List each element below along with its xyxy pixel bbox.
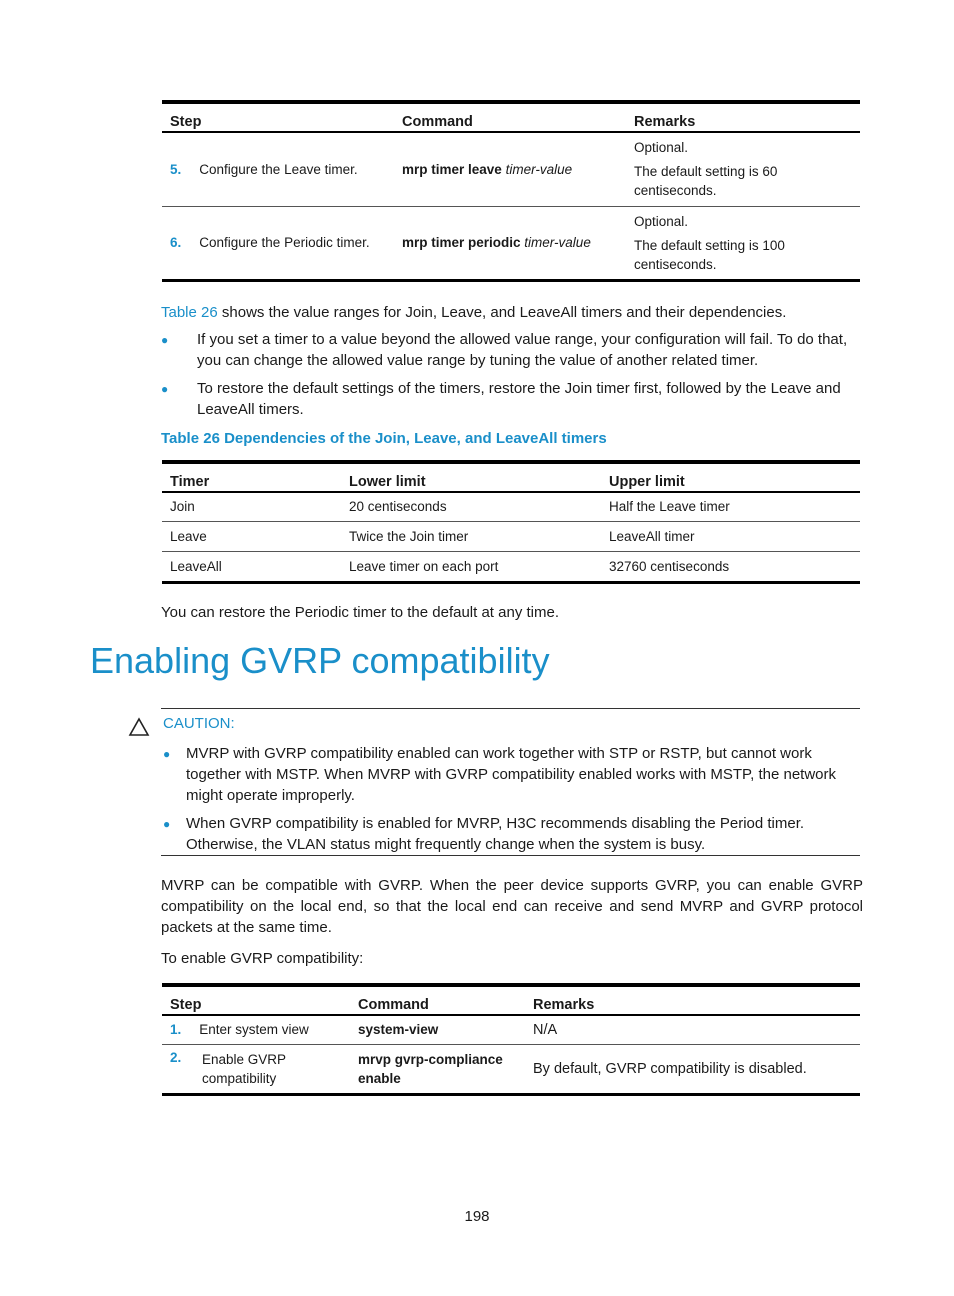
remark-text: Optional. — [634, 213, 689, 229]
list-item: ● MVRP with GVRP compatibility enabled can work together with STP or RSTP, but cannot work together with MSTP. When MVRP with GVRP compatibility enabled works with MSTP, the network might operate improperly. — [163, 745, 836, 804]
bullet-icon: ● — [161, 333, 169, 347]
caution-top-divider — [161, 708, 860, 709]
command-keyword: mrp timer leave — [402, 161, 502, 177]
table-header-upper-limit: Upper limit — [609, 474, 685, 490]
intro-paragraph: Table 26 shows the value ranges for Join, Leave, and LeaveAll timers and their dependencies. — [161, 304, 787, 321]
to-enable-text: To enable GVRP compatibility: — [161, 950, 364, 967]
step-number: 6. — [170, 235, 182, 250]
step-description: Configure the Periodic timer. — [199, 235, 370, 250]
list-item: ● To restore the default settings of the timers, restore the Join timer first, followed by the Leave and LeaveAll timers. — [161, 380, 841, 418]
table-header-remarks: Remarks — [634, 114, 696, 130]
remark-text: The default setting is 60 centiseconds. — [634, 164, 778, 199]
step-description: Configure the Leave timer. — [199, 161, 358, 177]
restore-note: You can restore the Periodic timer to the default at any time. — [161, 604, 559, 621]
step-number: 2. — [170, 1049, 182, 1065]
table-header-step: Step — [170, 997, 202, 1013]
table-header-remarks: Remarks — [533, 997, 595, 1013]
command-keyword: mrvp gvrp-compliance enable — [350, 1044, 525, 1094]
command-argument: timer-value — [505, 161, 573, 177]
step-description: Enter system view — [199, 1022, 309, 1038]
table-row — [162, 1044, 860, 1094]
caution-bottom-divider — [161, 855, 860, 856]
table-row: LeaveAll Leave timer on each port 32760 centiseconds — [162, 551, 860, 582]
warning-triangle-icon — [128, 716, 150, 738]
table-row — [162, 206, 860, 280]
remark-text: N/A — [525, 1015, 860, 1044]
table-header-step: Step — [170, 114, 202, 130]
list-item: ● If you set a timer to a value beyond the allowed value range, your configuration will fail. To do that, you can change the allowed value range by tuning the value of another related timer. — [161, 331, 848, 369]
table-row: Join 20 centiseconds Half the Leave timer — [162, 492, 860, 521]
timer-dependencies-table — [162, 460, 860, 584]
list-item: ● When GVRP compatibility is enabled for MVRP, H3C recommends disabling the Period timer. Otherwise, the VLAN status might frequently change when the system is busy. — [163, 815, 805, 853]
table-header-command: Command — [402, 114, 473, 130]
section-title: Enabling GVRP compatibility — [90, 640, 550, 681]
table-header-command: Command — [358, 997, 429, 1013]
table-26-link[interactable]: Table 26 — [161, 304, 218, 321]
bullet-icon: ● — [161, 382, 169, 396]
command-argument: timer-value — [524, 235, 591, 250]
body-paragraph: MVRP can be compatible with GVRP. When the peer device supports GVRP, you can enable GVRP compatibility on the local end, so that the local end can receive and send MVRP and GVRP protocol packets at the same time. — [161, 877, 863, 936]
step-number: 5. — [170, 161, 182, 177]
page-number: 198 — [464, 1208, 490, 1225]
command-keyword: mrp timer periodic — [402, 235, 521, 250]
bullet-icon: ● — [163, 747, 171, 761]
caution-label: CAUTION: — [163, 715, 235, 732]
table-caption: Table 26 Dependencies of the Join, Leave, and LeaveAll timers — [161, 430, 607, 447]
gvrp-config-table — [162, 983, 860, 1096]
remark-text: The default setting is 100 centiseconds. — [634, 237, 785, 272]
step-number: 1. — [170, 1022, 182, 1038]
table-header-lower-limit: Lower limit — [349, 474, 426, 490]
command-keyword: system-view — [350, 1015, 525, 1044]
remark-text: Optional. — [634, 140, 689, 156]
table-header-timer: Timer — [170, 474, 210, 490]
table-row — [162, 132, 860, 206]
step-description: Enable GVRP compatibility — [202, 1051, 286, 1086]
timer-config-table — [162, 100, 860, 282]
table-row: Leave Twice the Join timer LeaveAll timer — [162, 521, 860, 551]
table-row — [162, 1015, 860, 1044]
bullet-icon: ● — [163, 817, 171, 831]
remark-text: By default, GVRP compatibility is disabled. — [525, 1044, 860, 1094]
